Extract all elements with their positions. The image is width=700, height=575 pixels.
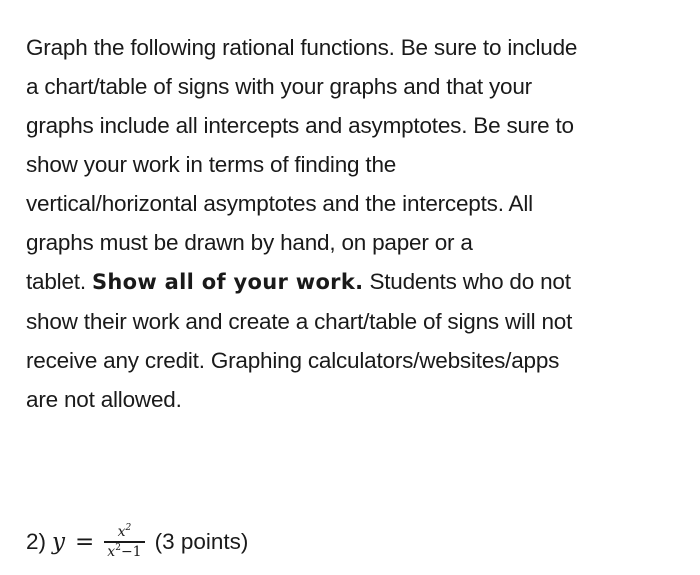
problem-number: 2) <box>26 529 47 554</box>
numerator-exponent: 2 <box>125 523 132 534</box>
denominator-variable: x <box>107 543 116 560</box>
instruction-line-10: are not allowed. <box>26 387 182 412</box>
instruction-line-9: receive any credit. Graphing calculators/websites/apps <box>26 348 560 373</box>
instruction-line-5: vertical/horizontal asymptotes and the intercepts. All <box>26 191 533 216</box>
instruction-line-2: a chart/table of signs with your graphs and that your <box>26 74 532 99</box>
numerator-variable: x <box>117 524 126 541</box>
rational-fraction <box>104 524 144 559</box>
instructions-paragraph <box>26 28 686 419</box>
instruction-line-8: show their work and create a chart/table of signs will not <box>26 309 573 334</box>
denominator-constant: −1 <box>120 543 142 560</box>
instruction-line-4: show your work in terms of finding the <box>26 152 397 177</box>
points-label: (3 points) <box>154 529 249 554</box>
instruction-line-7 <box>26 262 686 302</box>
instruction-line-1: Graph the following rational functions. Be sure to include <box>26 35 578 60</box>
instruction-line-7-suffix: Students who do not <box>363 269 571 294</box>
fraction-numerator <box>115 524 135 541</box>
equals-sign: = <box>75 529 95 555</box>
show-work-emphasis: Show all of your work. <box>91 270 364 294</box>
fraction-denominator <box>104 543 144 560</box>
instruction-line-3: graphs include all intercepts and asymptotes. Be sure to <box>26 113 574 138</box>
instruction-line-7-prefix: tablet. <box>26 269 92 294</box>
function-variable: y <box>52 529 66 555</box>
denominator-exponent: 2 <box>115 542 121 553</box>
instruction-line-6: graphs must be drawn by hand, on paper or a <box>26 230 473 255</box>
problem-2 <box>26 520 248 564</box>
